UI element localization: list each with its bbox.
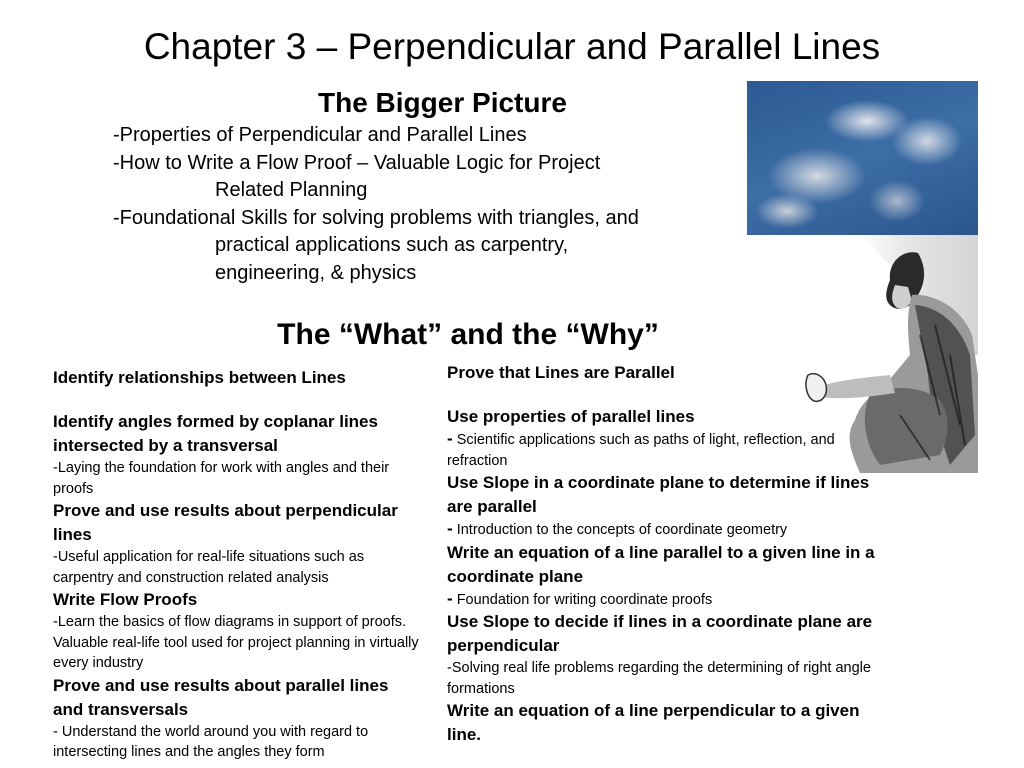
thinking-man-image — [800, 235, 978, 473]
objective-desc: - Understand the world around you with regard to intersecting lines and the angles they form — [53, 723, 369, 760]
left-column — [53, 366, 423, 763]
bigger-picture-item: -Properties of Perpendicular and Parallel Lines — [113, 124, 527, 146]
objective-desc: -Useful application for real-life situations such as carpentry and construction related analysis — [53, 549, 365, 586]
cloudy-sky-image — [747, 81, 978, 235]
objective-desc: -Learn the basics of flow diagrams in support of proofs. Valuable real-life tool used for project planning in virtually every industry — [53, 614, 419, 671]
objective-heading: Prove that Lines are Parallel — [447, 363, 675, 382]
slide-title: Chapter 3 – Perpendicular and Parallel Lines — [143, 26, 881, 67]
objective-heading: Identify angles formed by coplanar lines intersected by a transversal — [53, 412, 378, 455]
thinking-man-icon — [800, 235, 978, 473]
bigger-picture-list — [113, 122, 733, 287]
bigger-picture-heading: The Bigger Picture — [318, 87, 567, 118]
objective-heading: Identify relationships between Lines — [53, 368, 346, 387]
objective-heading: Write an equation of a line parallel to a given line in a coordinate plane — [447, 542, 875, 586]
objective-desc: - Scientific applications such as paths of light, reflection, and refraction — [447, 429, 835, 469]
bigger-picture-item: -How to Write a Flow Proof – Valuable Logic for Project Related Planning — [113, 151, 601, 201]
objective-heading: Use properties of parallel lines — [447, 407, 695, 426]
objective-desc: -Solving real life problems regarding the determining of right angle formations — [447, 660, 871, 697]
objective-heading: Prove and use results about perpendicular lines — [53, 501, 398, 544]
objective-desc: -Laying the foundation for work with angles and their proofs — [53, 460, 390, 497]
objective-desc: - Foundation for writing coordinate proofs — [447, 588, 713, 608]
objective-heading: Use Slope to decide if lines in a coordinate plane are perpendicular — [447, 612, 873, 655]
objective-heading: Write an equation of a line perpendicular to a given line. — [447, 701, 860, 744]
objective-heading: Write Flow Proofs — [53, 590, 198, 609]
objective-heading: Prove and use results about parallel lines and transversals — [53, 675, 389, 719]
bigger-picture-item: -Foundational Skills for solving problems with triangles, and practical applications such as carpentry, engineering, & physics — [113, 206, 639, 284]
objective-desc: - Introduction to the concepts of coordinate geometry — [447, 519, 788, 538]
objective-heading: Use Slope in a coordinate plane to determine if lines are parallel — [447, 473, 870, 516]
what-why-heading: The “What” and the “Why” — [277, 318, 659, 351]
